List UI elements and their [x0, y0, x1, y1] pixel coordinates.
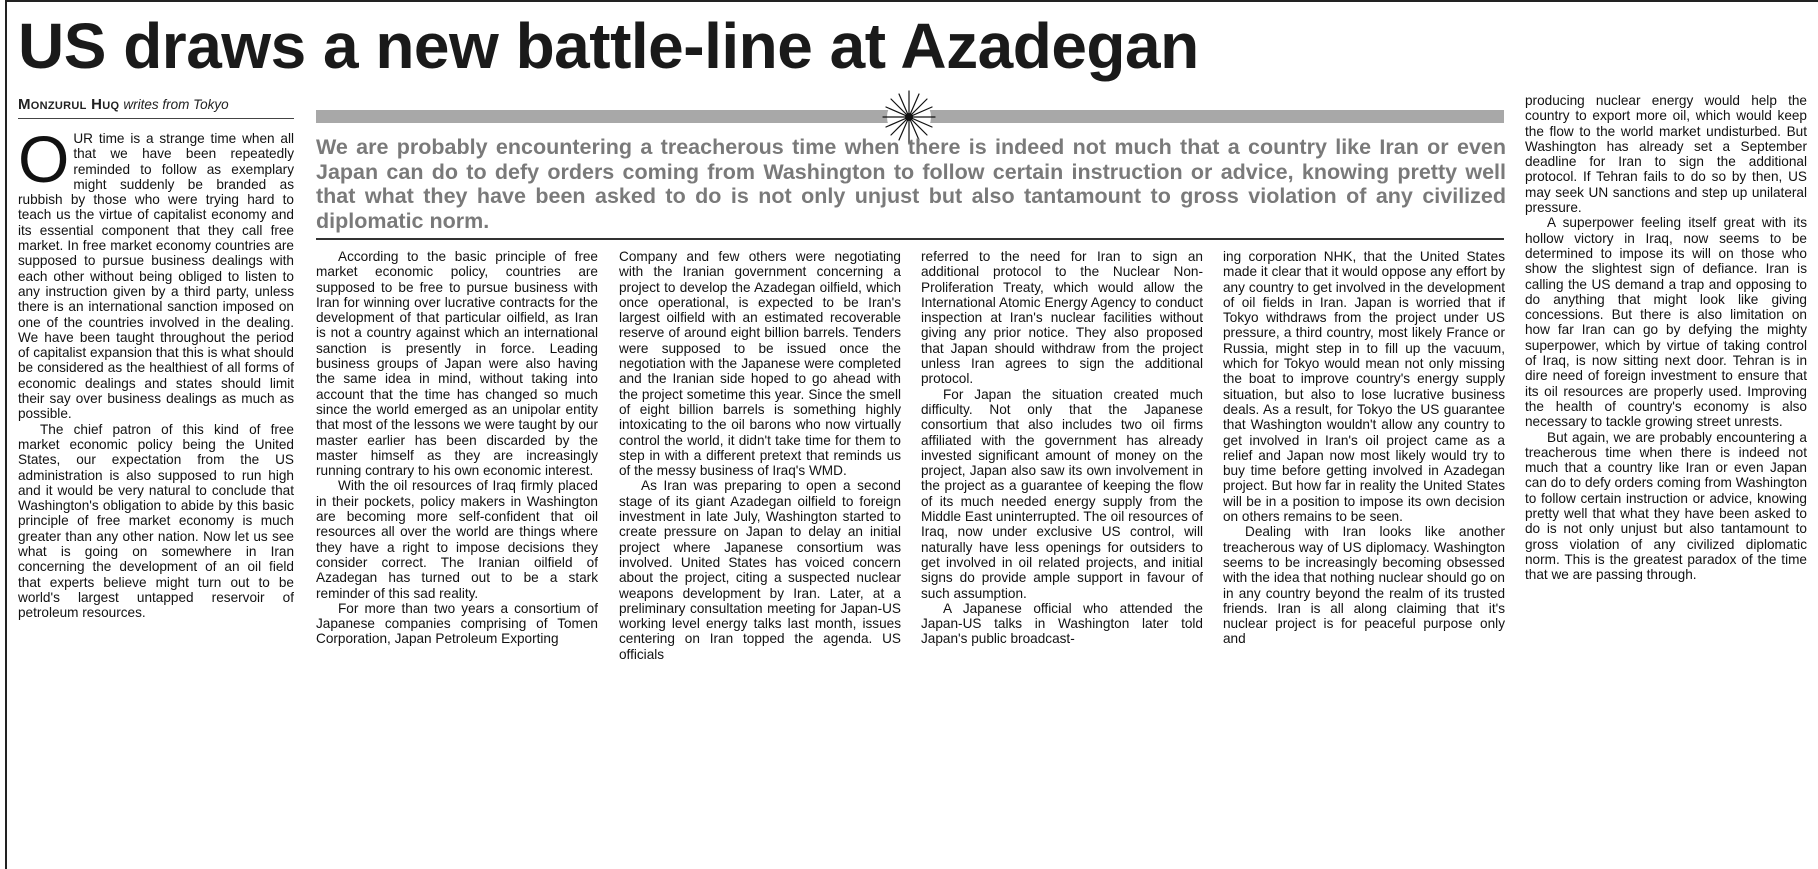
byline	[18, 96, 294, 114]
column-2-paragraph-2: With the oil resources of Iraq firmly placed in their pockets, policy makers in Washington are becoming more self-confident that oil resources all over the world are things where they have a right to impose decisions they consider correct. The Iranian oilfield of Azadegan has turned out to be a stark reminder of this sad reality.	[316, 478, 598, 601]
byline-divider	[18, 118, 294, 119]
pull-quote: We are probably encountering a treacherous time when there is indeed not much that a country like Iran or even Japan can do to defy orders coming from Washington to follow certain instruction or advice, knowing pretty well that what they have been asked to do is not only unjust but also tantamount to gross violation of any civilized diplomatic norm.	[316, 135, 1506, 233]
top-border-rule	[6, 0, 1818, 2]
article-column-4	[921, 249, 1203, 869]
article-headline: US draws a new battle-line at Azadegan	[18, 10, 1199, 82]
column-3-paragraph-2: As Iran was preparing to open a second stage of its giant Azadegan oilfield to foreign investment in late July, Washington started to create pressure on Japan to delay an initial project where Japanese consortium was involved. United States has voiced concern about the project, citing a suspected nuclear weapons development by Iran. Later, at a preliminary consultation meeting for Japan-US working level energy talks last month, issues centering on Iran topped the agenda. US officials	[619, 478, 901, 662]
column-6-paragraph-1: producing nuclear energy would help the country to export more oil, which would keep the flow to the world market undisturbed. But Washington has already set a September deadline for Iran to sign the additional protocol. If Tehran fails to do so by then, US may seek UN sanctions and step up unilateral pressure.	[1525, 93, 1807, 216]
column-1-paragraph-1-text: UR time is a strange time when all that we have been repeatedly reminded to follow as exemplary might suddenly be branded as rubbish by those who were trying hard to teach us the virtue of capitalist economy and its essential component that they call free market. In free market economy countries are supposed to pursue business dealings with each other without being obliged to listen to any instruction given by a third party, unless there is an international sanction imposed on one of the countries involved in the dealing. We have been taught throughout the period of capitalist expansion that this is what should be considered as the healthiest of all forms of economic dealings and states should limit their say over business dealings as much as possible.	[18, 131, 294, 422]
article-column-3	[619, 249, 901, 869]
article-column-5	[1223, 249, 1505, 869]
column-2-paragraph-3: For more than two years a consortium of Japanese companies comprising of Tomen Corporation, Japan Petroleum Exporting	[316, 600, 598, 647]
column-6-paragraph-3: But again, we are probably encountering a treacherous time when there is indeed not much that a country like Iran or even Japan can do to defy orders coming from Washington to follow certain instruction or advice, knowing pretty well that what they have been asked to do is not only unjust but also tantamount to gross violation of any civilized diplomatic norm. This is the greatest paradox of the time that we are passing through.	[1525, 429, 1807, 583]
column-5-paragraph-2: Dealing with Iran looks like another treacherous way of US diplomacy. Washington seems to be increasingly becoming obsessed with the idea that nothing nuclear should go on in any country beyond the realm of its trusted friends. Iran is all along claiming that it's nuclear project is for peaceful purpose only and	[1223, 524, 1505, 647]
article-column-2	[316, 249, 598, 869]
column-5-paragraph-1: ing corporation NHK, that the United States made it clear that it would oppose any effort by any country to get involved in the development of oil fields in Iran. Japan is worried that if Tokyo withdraws from the project under US pressure, a third country, most likely France or Russia, might step in to fill up the vacuum, which for Tokyo would mean not only missing the boat to improve country's energy supply situation, but also to lose lucrative business deals. As a result, for Tokyo the US guarantee that Washington wouldn't allow any country to get involved in Iran's oil project came as a relief and Japan now most likely would try to buy time before getting involved in Azadegan project. But how far in reality the United States will be in a position to impose its own decision on others remains to be seen.	[1223, 249, 1505, 525]
pull-quote-rule	[316, 238, 1504, 240]
byline-location: writes from Tokyo	[123, 97, 229, 112]
column-4-paragraph-1: referred to the need for Iran to sign an additional protocol to the Nuclear Non-Proliferation Treaty, which would allow the International Atomic Energy Agency to conduct inspection at Iran's nuclear facilities without giving any prior notice. They also proposed that Japan should withdraw from the project unless Iran agrees to sign the additional protocol.	[921, 249, 1203, 387]
column-2-paragraph-1: According to the basic principle of free market economic policy, countries are supposed to be free to pursue business with Iran for winning over lucrative contracts for the development of that particular oilfield, as Iran is not a country against which an international sanction is presently in force. Leading business groups of Japan were also having the same idea in mind, without taking into account that the time has changed so much since the world emerged as an unipolar entity that most of the lessons we were taught by our master earlier has been discarded by the master himself as they are increasingly running contrary to his own economic interest.	[316, 249, 598, 479]
article-column-6	[1525, 93, 1807, 869]
column-4-paragraph-2: For Japan the situation created much difficulty. Not only that the Japanese consortium that also includes two oil firms affiliated with the government has already invested significant amount of money on the project, Japan also saw its own involvement in the project as a guarantee of keeping the flow of its much needed energy supply from the Middle East uninterrupted. The oil resources of Iraq, now under exclusive US control, will naturally have less openings for outsiders to get involved in oil related projects, and initial signs do provide ample support in favour of such assumption.	[921, 386, 1203, 601]
column-4-paragraph-3: A Japanese official who attended the Japan-US talks in Washington later told Japan's public broadcast-	[921, 600, 1203, 647]
article-column-1	[18, 131, 294, 869]
column-1-paragraph-2: The chief patron of this kind of free market economic policy being the United States, our expectation from the US administration is also supposed to run high and it would be very natural to conclude that Washington's obligation to abide by this basic principle of free market economy is much greater than any other nation. Now let us see what is going on somewhere in Iran concerning the development of an oil field that experts believe might turn out to be world's largest untapped reservoir of petroleum resources.	[18, 421, 294, 621]
left-border-rule	[5, 0, 7, 869]
column-6-paragraph-2: A superpower feeling itself great with its hollow victory in Iraq, now seems to be determined to impose its will on those who show the slightest sign of defiance. Iran is calling the US demand a trap and opposing to do anything that might look like giving concessions. But there is also limitation on how far Iran can go by defying the mighty superpower, which by virtue of taking control of Iraq, is now sitting next door. Tehran is in dire need of foreign investment to ensure that its oil resources are properly used. Improving the health of country's economy is also necessary to tackle growing street unrests.	[1525, 215, 1807, 430]
byline-author: Monzurul Huq	[18, 96, 120, 113]
column-3-paragraph-1: Company and few others were negotiating with the Iranian government concerning a project to develop the Azadegan oilfield, which once operational, is expected to be Iran's largest oilfield with an estimated recoverable reserve of around eight billion barrels. Tenders were supposed to be issued once the negotiation with the Japanese were completed and the Iranian side hoped to go ahead with the project sometime this year. Since the smell of eight billion barrels is something highly intoxicating to the oil barons who now virtually control the world, it didn't take time for them to step in with a different pretext that reminds us of the messy business of Iraq's WMD.	[619, 249, 901, 479]
drop-cap: O	[18, 131, 70, 196]
column-1-paragraph-1	[18, 131, 294, 422]
